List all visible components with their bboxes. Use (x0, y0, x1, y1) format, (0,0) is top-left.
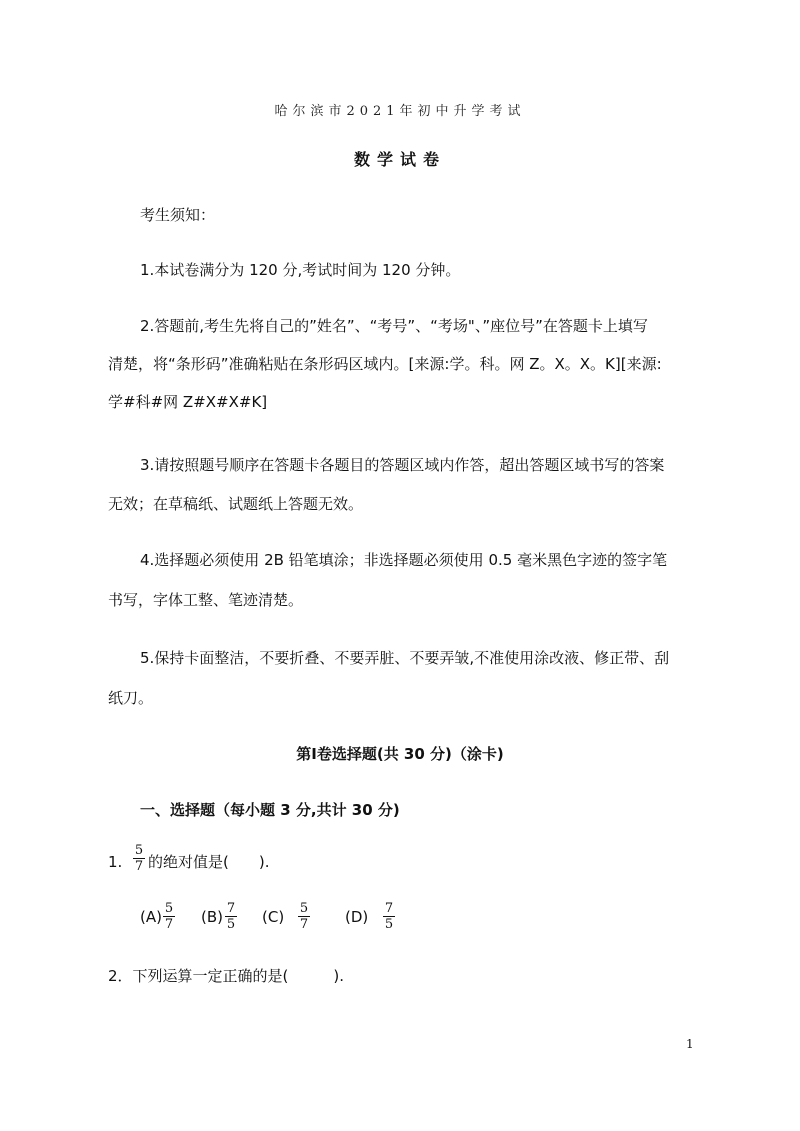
option-b-fraction (225, 901, 237, 932)
notice-item-2-line-2: 清楚，将“条形码”准确粘贴在条形码区域内。[来源:学。科。网 Z。X。X。K][来源: (108, 355, 662, 373)
option-a-fraction (163, 901, 175, 932)
fraction-denominator: 5 (384, 917, 394, 932)
option-b-label: (B) (201, 908, 223, 926)
notice-item-5-line-2: 纸刀。 (108, 689, 154, 707)
notice-item-4-line-2: 书写，字体工整、笔迹清楚。 (108, 591, 304, 609)
question-1-number: 1. (108, 853, 123, 871)
notice-item-4-line-1: 4.选择题必须使用 2B 铅笔填涂；非选择题必须使用 0.5 毫米黑色字迹的签字笔 (140, 551, 668, 569)
fraction-numerator: 5 (164, 901, 174, 916)
page-number: 1 (686, 1037, 694, 1051)
notice-item-3-line-1: 3.请按照题号顺序在答题卡各题目的答题区域内作答，超出答题区域书写的答案 (140, 456, 665, 474)
option-a-label: (A) (140, 908, 162, 926)
fraction-denominator: 5 (226, 917, 236, 932)
notice-heading: 考生须知： (140, 206, 216, 224)
fraction-denominator: 7 (134, 859, 144, 874)
option-d-label: (D) (345, 908, 369, 926)
fraction-numerator: 7 (226, 901, 236, 916)
notice-item-1: 1.本试卷满分为 120 分,考试时间为 120 分钟。 (140, 261, 461, 279)
section-title: 第Ⅰ卷选择题(共 30 分)（涂卡) (296, 745, 504, 763)
fraction-denominator: 7 (164, 917, 174, 932)
fraction-denominator: 7 (299, 917, 309, 932)
part-title: 一、选择题（每小题 3 分,共计 30 分) (140, 801, 400, 819)
notice-item-2-line-3: 学#科#网 Z#X#X#K] (108, 393, 268, 411)
notice-item-2-line-1: 2.答题前,考生先将自己的”姓名”、“考号”、“考场"、”座位号”在答题卡上填写 (140, 317, 648, 335)
notice-item-5-line-1: 5.保持卡面整洁，不要折叠、不要弄脏、不要弄皱,不准使用涂改液、修正带、刮 (140, 649, 670, 667)
question-1-fraction (133, 843, 145, 874)
option-d-fraction (383, 901, 395, 932)
exam-header: 哈尔滨市2021年初中升学考试 (274, 104, 526, 119)
option-c-fraction (298, 901, 310, 932)
fraction-numerator: 5 (299, 901, 309, 916)
fraction-numerator: 7 (384, 901, 394, 916)
notice-item-3-line-2: 无效；在草稿纸、试题纸上答题无效。 (108, 495, 364, 513)
question-1-stem: 的绝对值是( ). (148, 853, 270, 871)
fraction-numerator: 5 (134, 843, 144, 858)
option-c-label: (C) (262, 908, 285, 926)
exam-title: 数学试卷 (353, 150, 446, 169)
question-2: 2．下列运算一定正确的是( ). (108, 967, 345, 985)
